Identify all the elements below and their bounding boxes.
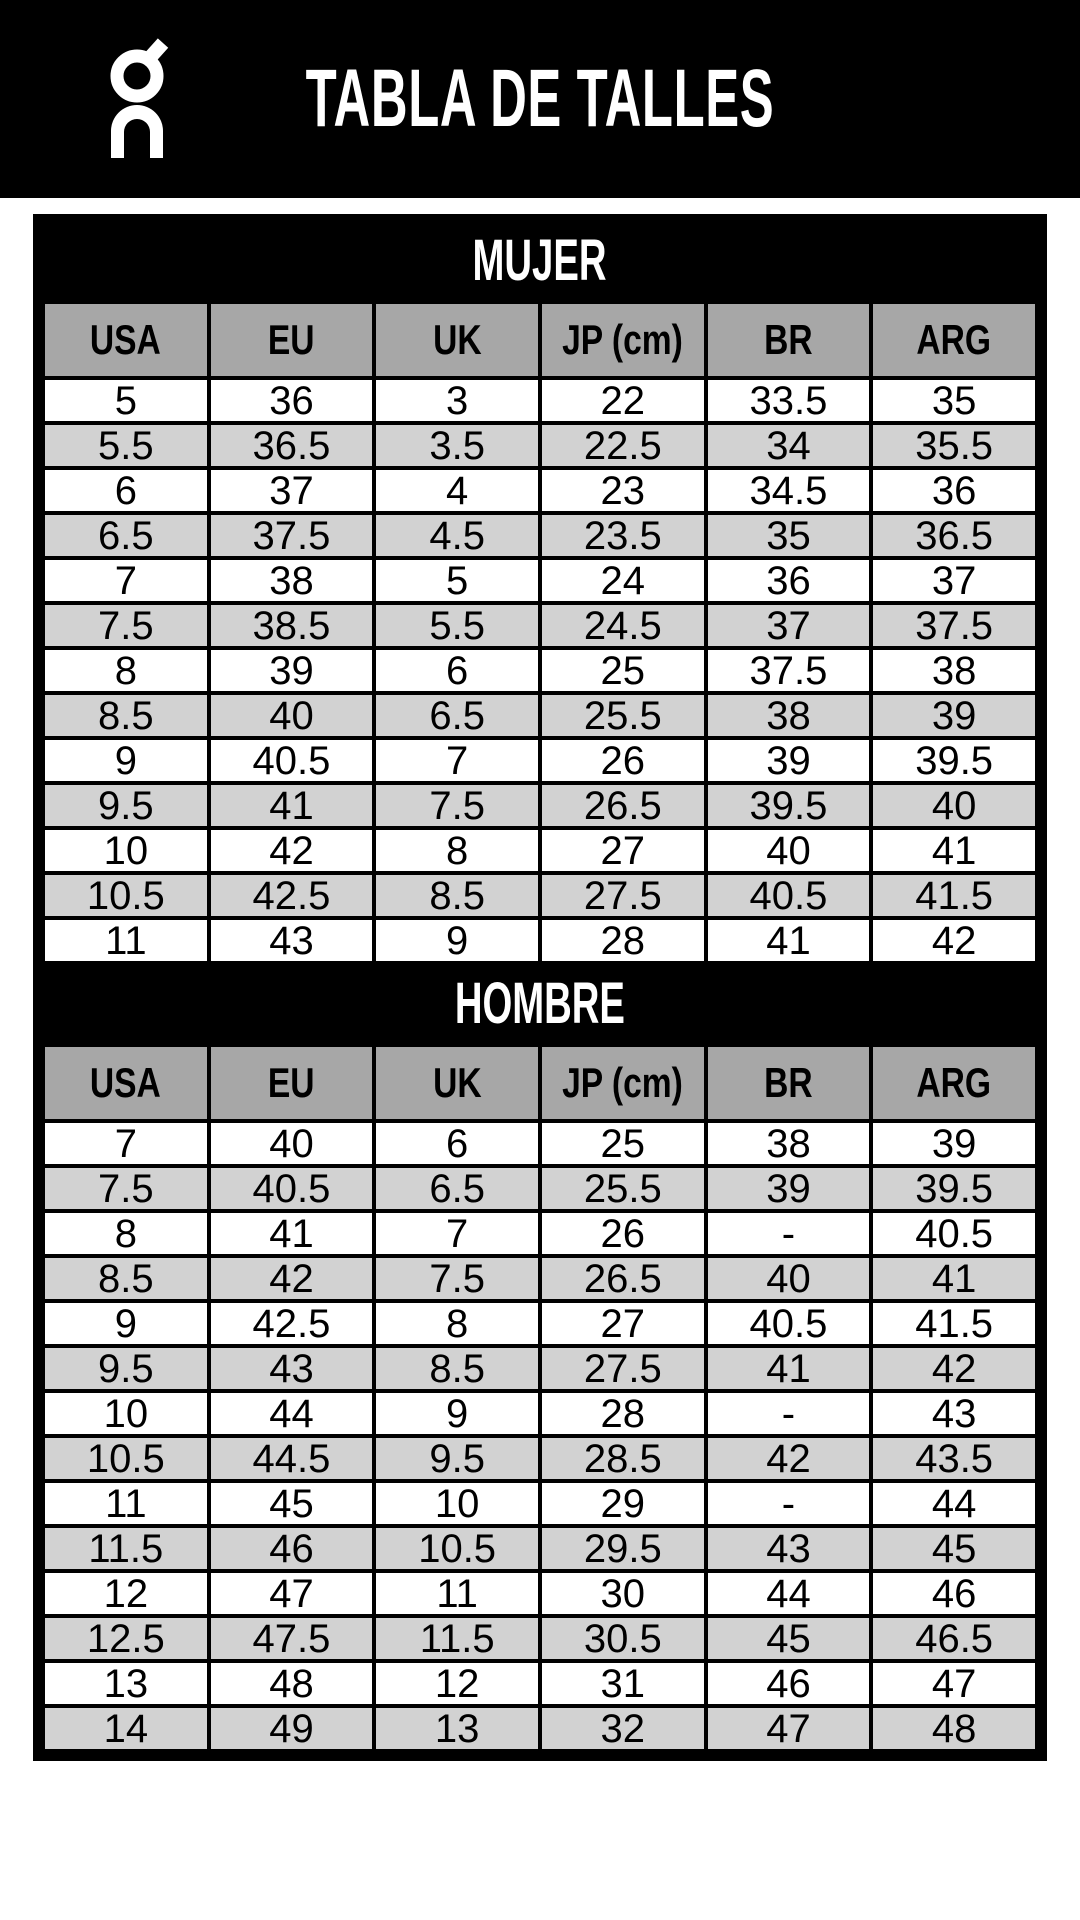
size-cell: 37.5 xyxy=(209,513,375,558)
size-cell: 10 xyxy=(43,828,209,873)
col-header-arg: ARG xyxy=(871,302,1037,378)
size-cell: 12.5 xyxy=(43,1616,209,1661)
size-cell: 36 xyxy=(209,378,375,423)
size-cell: 42 xyxy=(706,1436,872,1481)
size-cell: 28.5 xyxy=(540,1436,706,1481)
size-cell: 25 xyxy=(540,648,706,693)
col-header-br: BR xyxy=(706,302,872,378)
size-cell: 40.5 xyxy=(209,738,375,783)
size-cell: 28 xyxy=(540,1391,706,1436)
size-cell: 5.5 xyxy=(374,603,540,648)
size-cell: 44 xyxy=(209,1391,375,1436)
size-cell: 42 xyxy=(209,1256,375,1301)
size-cell: 9.5 xyxy=(43,1346,209,1391)
size-cell: 42 xyxy=(871,1346,1037,1391)
size-cell: 39 xyxy=(706,1166,872,1211)
size-cell: 43 xyxy=(706,1526,872,1571)
table-row xyxy=(43,1706,1037,1751)
table-row xyxy=(43,1166,1037,1211)
header-row xyxy=(43,1045,1037,1121)
size-cell: 9.5 xyxy=(374,1436,540,1481)
size-cell: 41 xyxy=(209,1211,375,1256)
size-table-hombre-head xyxy=(43,1045,1037,1121)
table-row xyxy=(43,693,1037,738)
size-cell: 40 xyxy=(209,693,375,738)
size-cell: 22.5 xyxy=(540,423,706,468)
size-cell: 26.5 xyxy=(540,1256,706,1301)
size-cell: 7.5 xyxy=(374,783,540,828)
size-cell: 8.5 xyxy=(43,1256,209,1301)
table-row xyxy=(43,603,1037,648)
size-cell: 7.5 xyxy=(374,1256,540,1301)
size-cell: 9 xyxy=(374,1391,540,1436)
size-cell: 41 xyxy=(209,783,375,828)
size-table-hombre xyxy=(41,1043,1039,1753)
col-header-eu: EU xyxy=(209,1045,375,1121)
size-cell: - xyxy=(706,1211,872,1256)
size-cell: 6 xyxy=(43,468,209,513)
size-cell: 7 xyxy=(374,738,540,783)
size-cell: 6 xyxy=(374,648,540,693)
size-cell: 6 xyxy=(374,1121,540,1166)
size-cell: 36.5 xyxy=(209,423,375,468)
table-row xyxy=(43,1391,1037,1436)
size-cell: 38 xyxy=(706,693,872,738)
table-row xyxy=(43,378,1037,423)
size-cell: 48 xyxy=(871,1706,1037,1751)
size-cell: 8.5 xyxy=(43,693,209,738)
size-cell: 36 xyxy=(871,468,1037,513)
table-row xyxy=(43,738,1037,783)
size-cell: 29 xyxy=(540,1481,706,1526)
size-cell: 40 xyxy=(871,783,1037,828)
size-cell: 8.5 xyxy=(374,1346,540,1391)
size-cell: 45 xyxy=(871,1526,1037,1571)
size-cell: 46 xyxy=(209,1526,375,1571)
size-cell: 38.5 xyxy=(209,603,375,648)
size-cell: 39.5 xyxy=(871,738,1037,783)
size-cell: 3 xyxy=(374,378,540,423)
page-title-text: TABLA DE TALLES xyxy=(305,53,775,144)
size-cell: 9 xyxy=(43,738,209,783)
size-cell: 4.5 xyxy=(374,513,540,558)
size-cell: 7 xyxy=(43,558,209,603)
size-cell: 43 xyxy=(209,1346,375,1391)
size-cell: 23 xyxy=(540,468,706,513)
size-cell: 46 xyxy=(871,1571,1037,1616)
size-cell: 40.5 xyxy=(209,1166,375,1211)
top-banner xyxy=(0,0,1080,198)
size-cell: 14 xyxy=(43,1706,209,1751)
size-cell: 39 xyxy=(706,738,872,783)
size-cell: 40 xyxy=(706,828,872,873)
table-row xyxy=(43,918,1037,963)
size-cell: 39.5 xyxy=(871,1166,1037,1211)
size-cell: 41.5 xyxy=(871,1301,1037,1346)
size-cell: 40.5 xyxy=(871,1211,1037,1256)
size-cell: 23.5 xyxy=(540,513,706,558)
col-header-uk: UK xyxy=(374,1045,540,1121)
section-banner-hombre xyxy=(41,965,1039,1043)
table-row xyxy=(43,1211,1037,1256)
size-cell: 5 xyxy=(374,558,540,603)
section-banner-mujer xyxy=(41,222,1039,300)
size-cell: 13 xyxy=(43,1661,209,1706)
size-cell: 11 xyxy=(43,918,209,963)
size-cell: 25.5 xyxy=(540,693,706,738)
size-cell: 36 xyxy=(706,558,872,603)
table-row xyxy=(43,1436,1037,1481)
size-cell: 39 xyxy=(871,693,1037,738)
size-cell: 6.5 xyxy=(374,693,540,738)
size-cell: - xyxy=(706,1481,872,1526)
size-cell: 44 xyxy=(706,1571,872,1616)
size-cell: 46 xyxy=(706,1661,872,1706)
size-cell: 37.5 xyxy=(706,648,872,693)
size-table-mujer-body xyxy=(43,378,1037,963)
size-cell: 41 xyxy=(871,828,1037,873)
size-cell: 43 xyxy=(871,1391,1037,1436)
size-cell: 26 xyxy=(540,738,706,783)
size-cell: 45 xyxy=(209,1481,375,1526)
size-cell: 3.5 xyxy=(374,423,540,468)
size-cell: 9 xyxy=(374,918,540,963)
size-cell: 12 xyxy=(374,1661,540,1706)
col-header-eu: EU xyxy=(209,302,375,378)
col-header-jp: JP (cm) xyxy=(540,1045,706,1121)
table-row xyxy=(43,1481,1037,1526)
size-cell: 47.5 xyxy=(209,1616,375,1661)
size-cell: 24.5 xyxy=(540,603,706,648)
size-cell: 46.5 xyxy=(871,1616,1037,1661)
size-cell: 27 xyxy=(540,828,706,873)
size-cell: 37 xyxy=(706,603,872,648)
table-row xyxy=(43,468,1037,513)
table-row xyxy=(43,1661,1037,1706)
size-cell: 6.5 xyxy=(43,513,209,558)
size-cell: 42.5 xyxy=(209,873,375,918)
size-cell: 4 xyxy=(374,468,540,513)
size-cell: 8 xyxy=(374,828,540,873)
size-cell: 39.5 xyxy=(706,783,872,828)
size-cell: 10.5 xyxy=(43,1436,209,1481)
size-cell: 13 xyxy=(374,1706,540,1751)
table-row xyxy=(43,1571,1037,1616)
size-cell: 11.5 xyxy=(43,1526,209,1571)
size-cell: 7 xyxy=(43,1121,209,1166)
table-row xyxy=(43,1346,1037,1391)
size-cell: 38 xyxy=(706,1121,872,1166)
table-row xyxy=(43,558,1037,603)
table-row xyxy=(43,1301,1037,1346)
size-cell: 7 xyxy=(374,1211,540,1256)
size-cell: 22 xyxy=(540,378,706,423)
size-table-mujer xyxy=(41,300,1039,965)
size-cell: 31 xyxy=(540,1661,706,1706)
size-cell: 42 xyxy=(871,918,1037,963)
size-cell: 39 xyxy=(209,648,375,693)
size-cell: 25.5 xyxy=(540,1166,706,1211)
size-cell: 36.5 xyxy=(871,513,1037,558)
col-header-usa: USA xyxy=(43,302,209,378)
size-cell: 47 xyxy=(871,1661,1037,1706)
size-cell: 44.5 xyxy=(209,1436,375,1481)
size-cell: 41 xyxy=(706,918,872,963)
size-cell: 35 xyxy=(871,378,1037,423)
col-header-br: BR xyxy=(706,1045,872,1121)
size-cell: 42 xyxy=(209,828,375,873)
table-row xyxy=(43,1121,1037,1166)
size-cell: 47 xyxy=(706,1706,872,1751)
size-cell: 30.5 xyxy=(540,1616,706,1661)
size-cell: 30 xyxy=(540,1571,706,1616)
on-brand-logo-icon xyxy=(110,36,172,158)
col-header-uk: UK xyxy=(374,302,540,378)
size-cell: 10.5 xyxy=(374,1526,540,1571)
size-cell: 38 xyxy=(871,648,1037,693)
size-cell: 28 xyxy=(540,918,706,963)
size-cell: 10 xyxy=(374,1481,540,1526)
size-cell: 33.5 xyxy=(706,378,872,423)
size-cell: 10 xyxy=(43,1391,209,1436)
size-cell: 35.5 xyxy=(871,423,1037,468)
size-cell: 25 xyxy=(540,1121,706,1166)
size-cell: 26.5 xyxy=(540,783,706,828)
size-cell: 45 xyxy=(706,1616,872,1661)
size-cell: 29.5 xyxy=(540,1526,706,1571)
col-header-usa: USA xyxy=(43,1045,209,1121)
size-cell: 43.5 xyxy=(871,1436,1037,1481)
size-cell: - xyxy=(706,1391,872,1436)
size-cell: 12 xyxy=(43,1571,209,1616)
page-title xyxy=(162,53,918,144)
section-title-mujer: MUJER xyxy=(472,228,608,293)
size-cell: 37 xyxy=(871,558,1037,603)
table-row xyxy=(43,513,1037,558)
size-cell: 32 xyxy=(540,1706,706,1751)
size-cell: 27.5 xyxy=(540,873,706,918)
size-table-hombre-body xyxy=(43,1121,1037,1751)
size-cell: 40.5 xyxy=(706,1301,872,1346)
header-row xyxy=(43,302,1037,378)
size-cell: 37.5 xyxy=(871,603,1037,648)
size-cell: 7.5 xyxy=(43,603,209,648)
col-header-jp: JP (cm) xyxy=(540,302,706,378)
size-cell: 43 xyxy=(209,918,375,963)
size-cell: 8 xyxy=(43,648,209,693)
size-chart xyxy=(33,214,1047,1761)
size-cell: 7.5 xyxy=(43,1166,209,1211)
size-cell: 40.5 xyxy=(706,873,872,918)
size-cell: 6.5 xyxy=(374,1166,540,1211)
size-cell: 5 xyxy=(43,378,209,423)
size-cell: 27.5 xyxy=(540,1346,706,1391)
col-header-arg: ARG xyxy=(871,1045,1037,1121)
size-cell: 11 xyxy=(43,1481,209,1526)
table-row xyxy=(43,1526,1037,1571)
size-cell: 35 xyxy=(706,513,872,558)
size-cell: 5.5 xyxy=(43,423,209,468)
size-cell: 34 xyxy=(706,423,872,468)
size-cell: 10.5 xyxy=(43,873,209,918)
size-cell: 26 xyxy=(540,1211,706,1256)
size-cell: 11 xyxy=(374,1571,540,1616)
size-cell: 9.5 xyxy=(43,783,209,828)
table-row xyxy=(43,828,1037,873)
size-cell: 40 xyxy=(706,1256,872,1301)
size-cell: 41 xyxy=(871,1256,1037,1301)
size-cell: 39 xyxy=(871,1121,1037,1166)
table-row xyxy=(43,648,1037,693)
size-cell: 40 xyxy=(209,1121,375,1166)
size-cell: 41 xyxy=(706,1346,872,1391)
size-cell: 11.5 xyxy=(374,1616,540,1661)
table-row xyxy=(43,1616,1037,1661)
table-row xyxy=(43,423,1037,468)
size-cell: 24 xyxy=(540,558,706,603)
table-row xyxy=(43,873,1037,918)
size-cell: 42.5 xyxy=(209,1301,375,1346)
size-cell: 8 xyxy=(43,1211,209,1256)
size-cell: 49 xyxy=(209,1706,375,1751)
table-row xyxy=(43,783,1037,828)
section-title-hombre: HOMBRE xyxy=(454,971,626,1036)
size-cell: 44 xyxy=(871,1481,1037,1526)
size-cell: 48 xyxy=(209,1661,375,1706)
size-table-mujer-head xyxy=(43,302,1037,378)
size-cell: 37 xyxy=(209,468,375,513)
size-cell: 8 xyxy=(374,1301,540,1346)
size-cell: 9 xyxy=(43,1301,209,1346)
size-cell: 8.5 xyxy=(374,873,540,918)
table-row xyxy=(43,1256,1037,1301)
size-cell: 38 xyxy=(209,558,375,603)
size-cell: 47 xyxy=(209,1571,375,1616)
size-cell: 27 xyxy=(540,1301,706,1346)
size-cell: 34.5 xyxy=(706,468,872,513)
size-cell: 41.5 xyxy=(871,873,1037,918)
